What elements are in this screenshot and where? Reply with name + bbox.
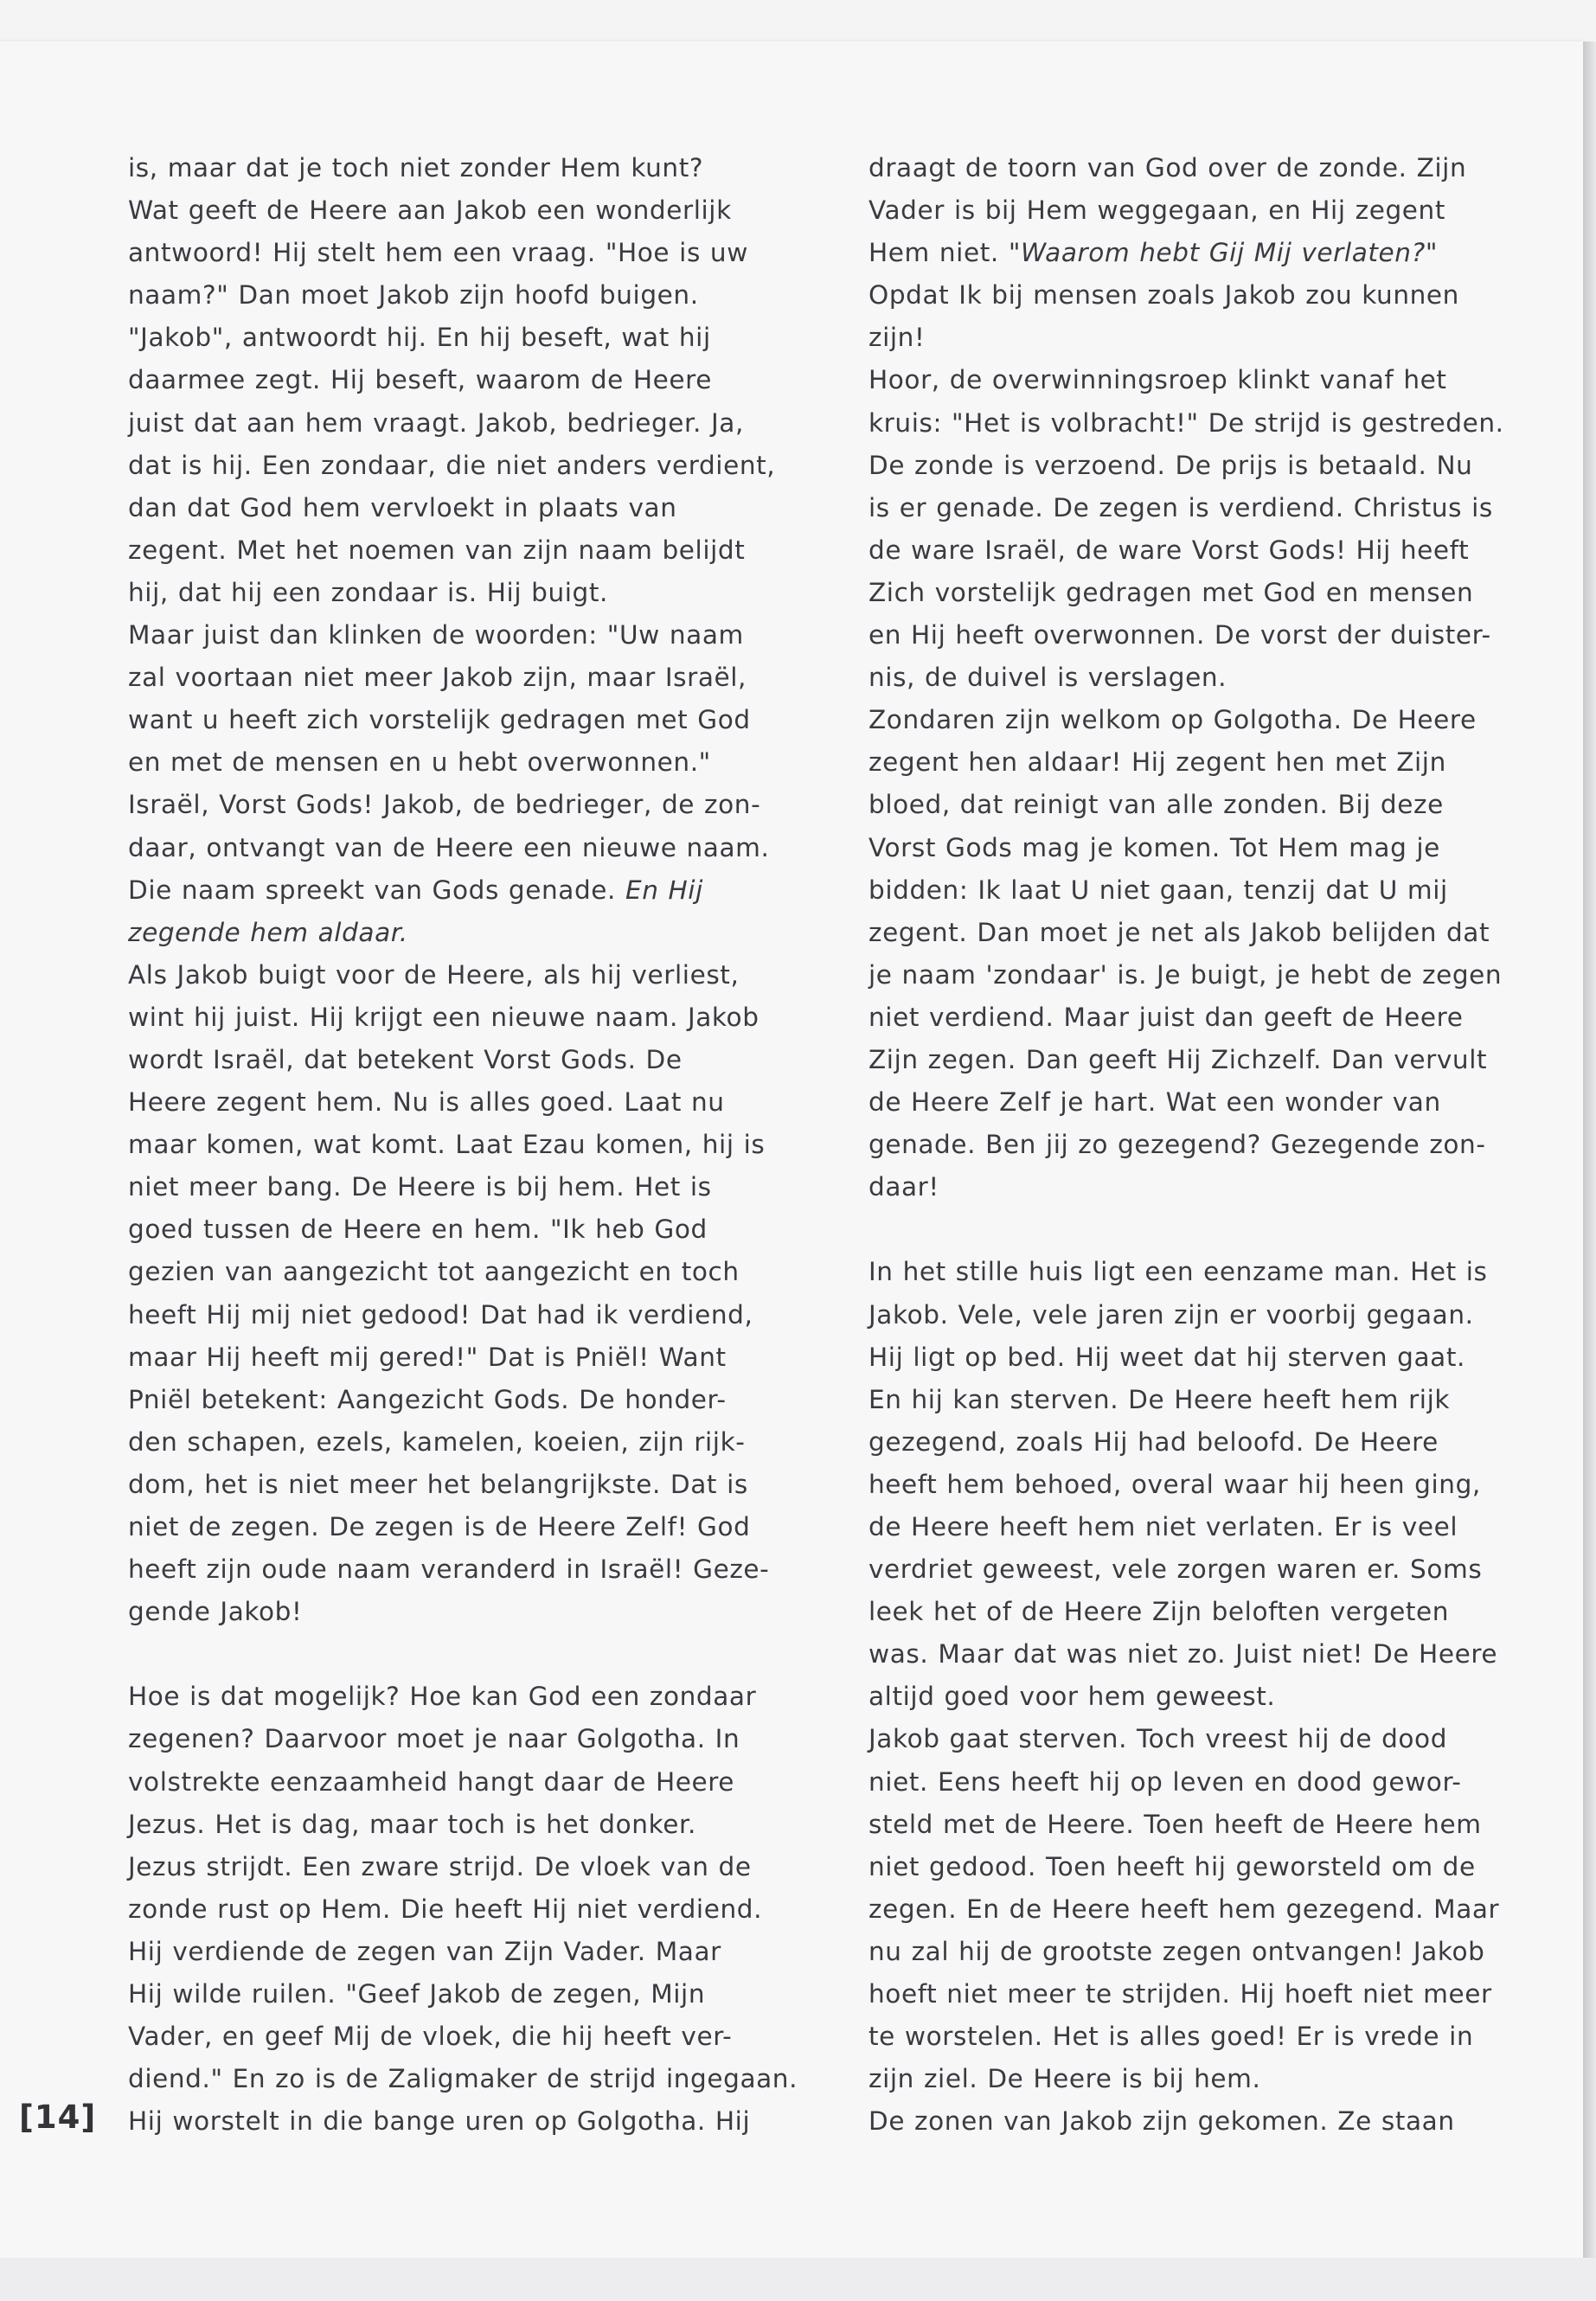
- scan-bottom-margin: [0, 2258, 1596, 2301]
- italic-quote: zegende hem aldaar.: [128, 917, 408, 947]
- text-line: genade. Ben jij zo gezegend? Gezegende zon-: [869, 1130, 1486, 1160]
- text-line: [869, 232, 1491, 274]
- text-line: daar, ontvangt van de Heere een nieuwe naam.: [128, 832, 770, 862]
- text-line: Hoor, de overwinningsroep klinkt vanaf het: [869, 365, 1447, 395]
- text-line: je naam 'zondaar' is. Je buigt, je hebt de zegen: [869, 959, 1503, 990]
- text-line: zegent. Dan moet je net als Jakob belijden dat: [869, 917, 1490, 947]
- text-line: Hij wilde ruilen. "Geef Jakob de zegen, Mijn: [128, 1979, 706, 2009]
- text-line: zijn!: [869, 323, 926, 353]
- text-line: Vader, en geef Mij de vloek, die hij heeft ver-: [128, 2022, 733, 2052]
- text-line: wordt Israël, dat betekent Vorst Gods. De: [128, 1044, 683, 1074]
- text-line: Hij worstelt in die bange uren op Golgotha. Hij: [128, 2106, 751, 2137]
- text-line: dom, het is niet meer het belangrijkste. Dat is: [128, 1469, 748, 1499]
- italic-quote: En Hij: [625, 875, 703, 905]
- left-text-column: [128, 147, 798, 2143]
- text-line: "Jakob", antwoordt hij. En hij beseft, wat hij: [128, 323, 711, 353]
- text-line: maar Hij heeft mij gered!" Dat is Pniël! Want: [128, 1342, 727, 1372]
- text-line: De zonde is verzoend. De prijs is betaald. Nu: [869, 450, 1473, 480]
- text-segment: Hem niet.: [869, 238, 999, 268]
- text-line: zegen. En de Heere heeft hem gezegend. Maar: [869, 1894, 1500, 1924]
- text-line: goed tussen de Heere en hem. "Ik heb God: [128, 1215, 708, 1245]
- text-line: de Heere Zelf je hart. Wat een wonder van: [869, 1087, 1441, 1118]
- text-line: gezien van aangezicht tot aangezicht en toch: [128, 1257, 740, 1287]
- text-line: was. Maar dat was niet zo. Juist niet! De Heere: [869, 1639, 1498, 1670]
- text-line: De zonen van Jakob zijn gekomen. Ze staan: [869, 2106, 1455, 2137]
- text-line: Pniël betekent: Aangezicht Gods. De honder-: [128, 1384, 727, 1414]
- text-line: gezegend, zoals Hij had beloofd. De Heere: [869, 1426, 1439, 1457]
- text-line: want u heeft zich vorstelijk gedragen met God: [128, 705, 751, 735]
- text-line: heeft hem behoed, overal waar hij heen ging,: [869, 1469, 1481, 1499]
- text-line: Israël, Vorst Gods! Jakob, de bedrieger, de zon-: [128, 790, 761, 820]
- text-line: zonde rust op Hem. Die heeft Hij niet verdiend.: [128, 1894, 763, 1924]
- text-line: te worstelen. Het is alles goed! Er is vrede in: [869, 2022, 1474, 2052]
- text-line: Jakob. Vele, vele jaren zijn er voorbij gegaan.: [869, 1299, 1474, 1330]
- text-line: Heere zegent hem. Nu is alles goed. Laat nu: [128, 1087, 725, 1118]
- text-line: den schapen, ezels, kamelen, koeien, zijn rijk-: [128, 1426, 746, 1457]
- text-line: Zich vorstelijk gedragen met God en mensen: [869, 577, 1474, 607]
- text-line: altijd goed voor hem geweest.: [869, 1682, 1276, 1712]
- text-line: de Heere heeft hem niet verlaten. Er is veel: [869, 1512, 1458, 1541]
- paragraph-gap: [128, 1633, 760, 1676]
- text-line: daar!: [869, 1172, 939, 1202]
- text-line: heeft Hij mij niet gedood! Dat had ik verdiend,: [128, 1299, 753, 1330]
- text-line: zal voortaan niet meer Jakob zijn, maar Israël,: [128, 663, 747, 693]
- text-line: dan dat God hem vervloekt in plaats van: [128, 492, 677, 522]
- text-line: antwoord! Hij stelt hem een vraag. "Hoe is uw: [128, 238, 748, 268]
- text-line: steld met de Heere. Toen heeft de Heere hem: [869, 1809, 1482, 1839]
- text-line: Hij ligt op bed. Hij weet dat hij sterven gaat.: [869, 1342, 1465, 1372]
- text-line: nis, de duivel is verslagen.: [869, 663, 1227, 693]
- text-line: Zondaren zijn welkom op Golgotha. De Heere: [869, 705, 1477, 735]
- text-line: niet verdiend. Maar juist dan geeft de Heere: [869, 1002, 1464, 1032]
- text-line: naam?" Dan moet Jakob zijn hoofd buigen.: [128, 280, 699, 311]
- italic-quote: "Waarom hebt Gij Mij verlaten?": [1008, 238, 1439, 268]
- text-line: heeft zijn oude naam veranderd in Israël! Geze-: [128, 1554, 770, 1585]
- text-line: zegent hen aldaar! Hij zegent hen met Zijn: [869, 747, 1446, 778]
- text-line: nu zal hij de grootste zegen ontvangen! Jakob: [869, 1936, 1485, 1966]
- text-line: en Hij heeft overwonnen. De vorst der duister-: [869, 620, 1491, 651]
- text-line: Zijn zegen. Dan geeft Hij Zichzelf. Dan vervult: [869, 1044, 1488, 1074]
- text-line: de ware Israël, de ware Vorst Gods! Hij heeft: [869, 535, 1470, 565]
- text-line: is er genade. De zegen is verdiend. Christus is: [869, 492, 1493, 522]
- text-line: daarmee zegt. Hij beseft, waarom de Heere: [128, 365, 713, 395]
- text-line: en met de mensen en u hebt overwonnen.": [128, 747, 711, 778]
- text-line: bloed, dat reinigt van alle zonden. Bij deze: [869, 790, 1444, 820]
- text-line: zijn ziel. De Heere is bij hem.: [869, 2064, 1261, 2094]
- text-line: leek het of de Heere Zijn beloften vergeten: [869, 1597, 1450, 1627]
- text-line: niet meer bang. De Heere is bij hem. Het is: [128, 1172, 712, 1202]
- text-line: diend." En zo is de Zaligmaker de strijd ingegaan.: [128, 2064, 798, 2094]
- text-line: verdriet geweest, vele zorgen waren er. Soms: [869, 1554, 1483, 1585]
- text-line: dat is hij. Een zondaar, die niet anders verdient,: [128, 450, 776, 480]
- text-line: volstrekte eenzaamheid hangt daar de Heere: [128, 1766, 735, 1797]
- text-line: Vader is bij Hem weggegaan, en Hij zegent: [869, 195, 1445, 226]
- page-edge-shadow: [1583, 42, 1596, 2258]
- text-line: zegenen? Daarvoor moet je naar Golgotha. In: [128, 1724, 740, 1754]
- text-line: is, maar dat je toch niet zonder Hem kunt?: [128, 153, 704, 183]
- text-line: niet gedood. Toen heeft hij geworsteld om de: [869, 1851, 1476, 1881]
- text-line: bidden: Ik laat U niet gaan, tenzij dat U mij: [869, 875, 1448, 905]
- text-line: Als Jakob buigt voor de Heere, als hij verliest,: [128, 959, 740, 990]
- text-line: zegent. Met het noemen van zijn naam belijdt: [128, 535, 746, 565]
- text-line: niet de zegen. De zegen is de Heere Zelf! God: [128, 1512, 751, 1541]
- text-line: wint hij juist. Hij krijgt een nieuwe naam. Jakob: [128, 1002, 760, 1032]
- text-line: draagt de toorn van God over de zonde. Zijn: [869, 153, 1467, 183]
- text-line: Hij verdiende de zegen van Zijn Vader. Maar: [128, 1936, 721, 1966]
- text-line: Jezus. Het is dag, maar toch is het donker.: [128, 1809, 696, 1839]
- paragraph-gap: [869, 1208, 1491, 1251]
- text-line: [128, 912, 760, 954]
- page-number: [14]: [19, 2099, 97, 2136]
- text-segment: Die naam spreekt van Gods genade.: [128, 875, 616, 905]
- text-line: juist dat aan hem vraagt. Jakob, bedrieger. Ja,: [128, 407, 744, 438]
- text-line: Opdat Ik bij mensen zoals Jakob zou kunnen: [869, 280, 1459, 311]
- text-line: En hij kan sterven. De Heere heeft hem rijk: [869, 1384, 1451, 1414]
- text-line: Hoe is dat mogelijk? Hoe kan God een zondaar: [128, 1682, 757, 1712]
- text-line: Jakob gaat sterven. Toch vreest hij de dood: [869, 1724, 1448, 1754]
- text-line: hij, dat hij een zondaar is. Hij buigt.: [128, 577, 609, 607]
- right-text-column: [869, 147, 1504, 2143]
- text-line: Jezus strijdt. Een zware strijd. De vloek van de: [128, 1851, 752, 1881]
- text-line: In het stille huis ligt een eenzame man. Het is: [869, 1257, 1488, 1287]
- text-line: kruis: "Het is volbracht!" De strijd is gestreden.: [869, 407, 1504, 438]
- text-line: niet. Eens heeft hij op leven en dood gewor-: [869, 1766, 1462, 1797]
- text-line: Vorst Gods mag je komen. Tot Hem mag je: [869, 832, 1440, 862]
- text-line: [128, 869, 760, 912]
- text-line: Maar juist dan klinken de woorden: "Uw naam: [128, 620, 744, 651]
- text-line: Wat geeft de Heere aan Jakob een wonderlijk: [128, 195, 732, 226]
- text-line: maar komen, wat komt. Laat Ezau komen, hij is: [128, 1130, 766, 1160]
- text-line: hoeft niet meer te strijden. Hij hoeft niet meer: [869, 1979, 1492, 2009]
- text-line: gende Jakob!: [128, 1597, 303, 1627]
